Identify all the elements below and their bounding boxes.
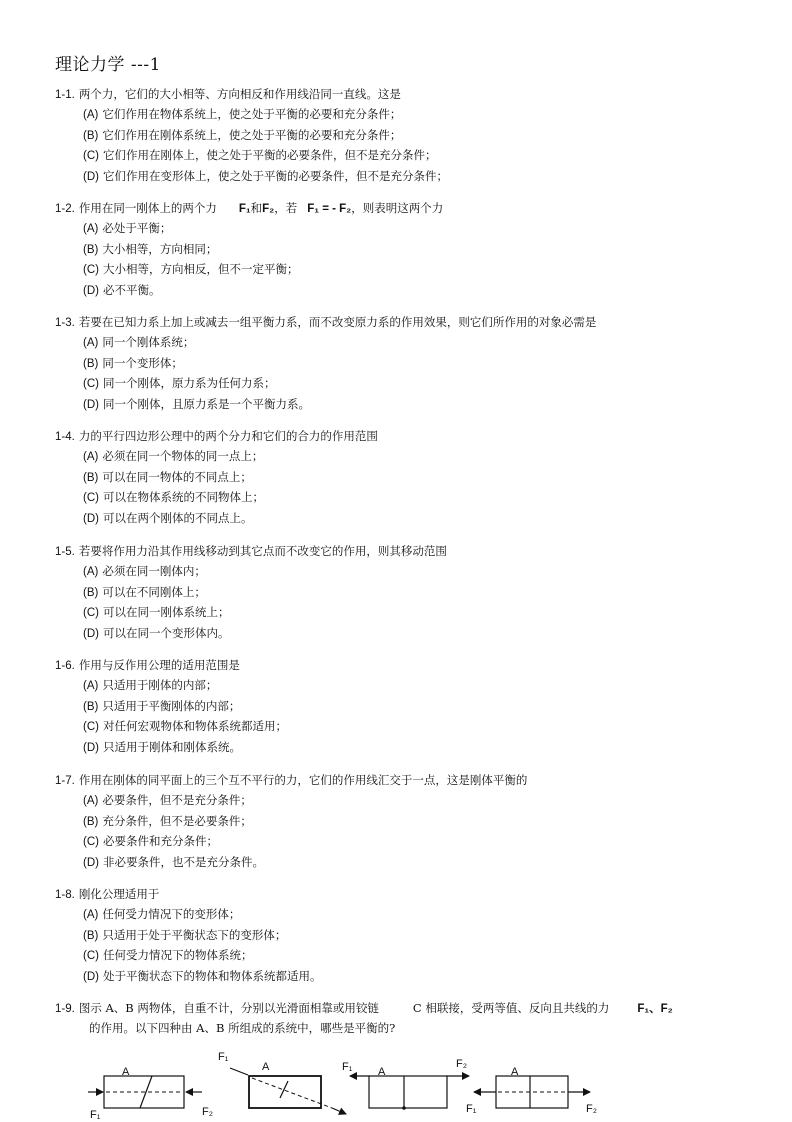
question-stem: 力的平行四边形公理中的两个分力和它们的合力的作用范围 <box>78 429 378 443</box>
label-f2: F₂ <box>586 1103 597 1115</box>
label-f2: F₂ <box>456 1058 467 1070</box>
option-c: (C) 对任何宏观物体和物体系统都适用； <box>83 719 287 734</box>
question-1-8 <box>55 884 755 987</box>
question-number: 1-6. <box>55 660 75 672</box>
option-d: (D) 必不平衡。 <box>83 283 161 298</box>
option-c: (C) 可以在物体系统的不同物体上； <box>83 490 264 505</box>
option-d: (D) 可以在同一个变形体内。 <box>83 626 230 641</box>
option-b: (B) 只适用于平衡刚体的内部； <box>83 698 241 713</box>
contact-surface <box>280 1081 288 1098</box>
option-c: (C) 它们作用在刚体上，使之处于平衡的必要条件，但不是充分条件； <box>83 148 437 163</box>
arrow-f2 <box>332 1108 346 1114</box>
question-1-5 <box>55 541 755 644</box>
option-b: (B) 充分条件，但不是必要条件； <box>83 813 252 828</box>
question-stem-continued: 的作用。以下四种由 A、B 所组成的系统中，哪些是平衡的? <box>89 1021 396 1035</box>
question-stem: 图示 A、B 两物体，自重不计，分别以光滑面相靠或用铰链 <box>78 1001 379 1015</box>
option-b: (B) 只适用于处于平衡状态下的变形体； <box>83 927 287 942</box>
label-a: A <box>122 1066 130 1078</box>
question-number: 1-1. <box>55 89 75 101</box>
block <box>369 1076 447 1108</box>
option-a: (A) 任何受力情况下的变形体； <box>83 907 241 921</box>
figure-1 <box>88 1066 213 1121</box>
forces-label: F₁、F₂ <box>637 1003 673 1015</box>
option-a: (A) 它们作用在物体系统上，使之处于平衡的必要和充分条件； <box>83 107 402 121</box>
question-stem: 若要将作用力沿其作用线移动到其它点而不改变它的作用，则其移动范围 <box>78 544 447 558</box>
label-f1: F₁ <box>342 1061 353 1073</box>
option-a: (A) 同一个刚体系统； <box>83 335 195 349</box>
label-f1: F₁ <box>218 1051 229 1063</box>
line-of-action <box>252 1078 332 1108</box>
question-stem: 刚化公理适用于 <box>78 887 160 901</box>
option-c: (C) 大小相等，方向相反，但不一定平衡； <box>83 262 299 277</box>
hinge-c <box>402 1106 406 1110</box>
question-number: 1-9. <box>55 1003 75 1015</box>
question-1-3 <box>55 312 755 415</box>
figures-1-9 <box>80 1048 620 1122</box>
option-d: (D) 可以在两个刚体的不同点上。 <box>83 511 253 526</box>
question-1-7 <box>55 770 755 873</box>
option-a: (A) 必要条件，但不是充分条件； <box>83 793 252 807</box>
question-number: 1-3. <box>55 317 75 329</box>
option-d: (D) 只适用于刚体和刚体系统。 <box>83 740 241 755</box>
option-a: (A) 必须在同一个物体的同一点上； <box>83 449 264 463</box>
figure-2 <box>218 1051 346 1114</box>
figure-3 <box>342 1058 469 1110</box>
question-stem: 若要在已知力系上加上或减去一组平衡力系，而不改变原力系的作用效果，则它们所作用的对象必需是 <box>78 315 597 329</box>
option-b: (B) 同一个变形体； <box>83 355 183 370</box>
option-c: (C) 可以在同一刚体系统上； <box>83 605 230 620</box>
question-1-6 <box>55 655 755 758</box>
label-f1: F₁ <box>90 1109 101 1121</box>
question-number: 1-5. <box>55 546 75 558</box>
question-stem: 作用在刚体的同平面上的三个互不平行的力，它们的作用线汇交于一点，这是刚体平衡的 <box>78 773 528 787</box>
question-stem: 作用与反作用公理的适用范围是 <box>78 658 240 672</box>
label-a: A <box>262 1061 270 1073</box>
figures-svg <box>80 1048 620 1122</box>
arrow-f1 <box>230 1068 248 1075</box>
label-f2: F₂ <box>202 1106 213 1118</box>
question-number: 1-2. <box>55 203 75 215</box>
label-f1: F₁ <box>466 1103 477 1115</box>
option-c: (C) 必要条件和充分条件； <box>83 834 218 849</box>
option-a: (A) 必须在同一刚体内； <box>83 564 206 578</box>
option-b: (B) 可以在同一物体的不同点上； <box>83 469 252 484</box>
option-b: (B) 可以在不同刚体上； <box>83 584 206 599</box>
question-1-9: 1-9. 图示 A、B 两物体，自重不计，分别以光滑面相靠或用铰链 C 相联接，受两等值、反向且共线的力 F₁、F₂ 的作用。以下四种由 A、B 所组成的系统中，哪些是平衡的? <box>55 998 755 1038</box>
question-1-1 <box>55 84 755 187</box>
option-d: (D) 非必要条件，也不是充分条件。 <box>83 855 264 870</box>
page-title: 理论力学 ---1 <box>55 55 161 75</box>
question-number: 1-7. <box>55 775 75 787</box>
question-number: 1-4. <box>55 431 75 443</box>
option-c: (C) 同一个刚体，原力系为任何力系； <box>83 376 276 391</box>
option-a: (A) 必处于平衡； <box>83 221 172 235</box>
figure-4 <box>466 1066 597 1115</box>
option-d: (D) 同一个刚体，且原力系是一个平衡力系。 <box>83 397 310 412</box>
force-f2: F₂ <box>262 203 275 215</box>
option-b: (B) 它们作用在刚体系统上，使之处于平衡的必要和充分条件； <box>83 127 402 142</box>
question-stem: 两个力，它们的大小相等、方向相反和作用线沿同一直线。这是 <box>78 87 401 101</box>
option-d: (D) 处于平衡状态下的物体和物体系统都适用。 <box>83 969 322 984</box>
option-a: (A) 只适用于刚体的内部； <box>83 678 218 692</box>
label-a: A <box>378 1066 386 1078</box>
question-1-2: 1-2. 作用在同一刚体上的两个力 F₁和F₂，若 F₁ = - F₂，则表明这两个力 (A) 必处于平衡； (B) 大小相等，方向相同； (C) 大小相等，方向相反，但不一定平衡； (D) 必不平衡。 <box>55 198 755 301</box>
option-d: (D) 它们作用在变形体上，使之处于平衡的必要条件，但不是充分条件； <box>83 169 448 184</box>
question-stem: 作用在同一刚体上的两个力 <box>78 201 217 215</box>
label-a: A <box>511 1066 519 1078</box>
option-b: (B) 大小相等，方向相同； <box>83 241 218 256</box>
question-1-4 <box>55 426 755 529</box>
question-number: 1-8. <box>55 889 75 901</box>
force-equation: F₁ = - F₂ <box>307 203 352 215</box>
force-f1: F₁ <box>238 203 251 215</box>
option-c: (C) 任何受力情况下的物体系统； <box>83 948 253 963</box>
